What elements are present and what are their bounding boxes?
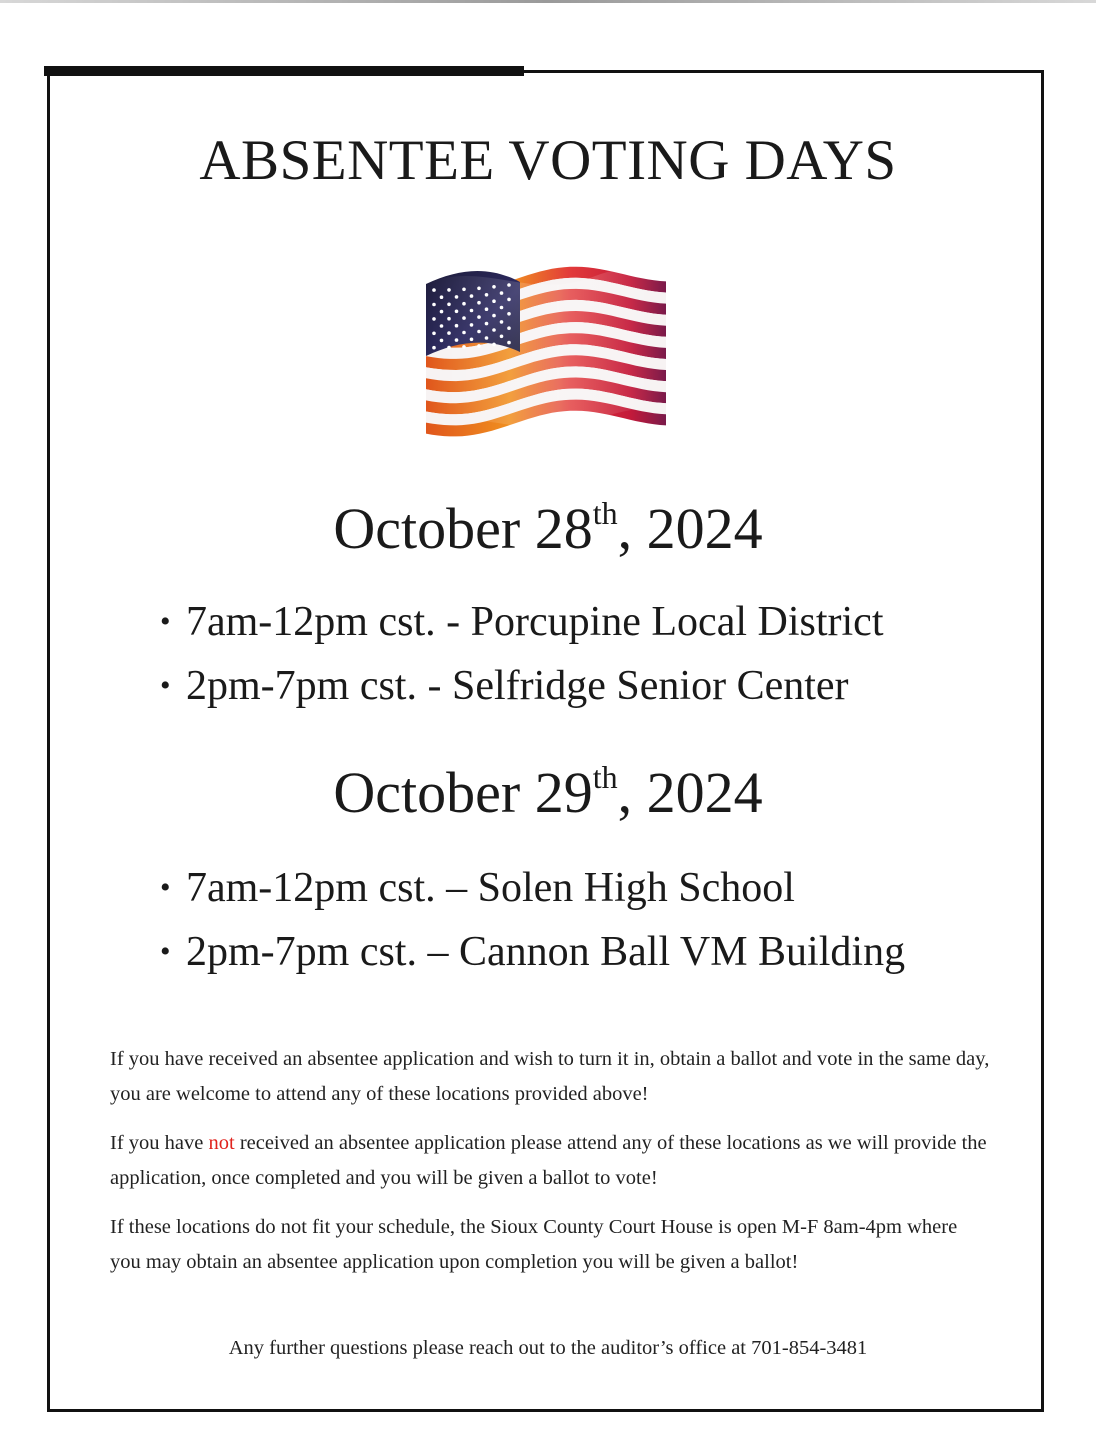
info-paragraph-court-house: If these locations do not fit your schedule, the Sioux County Court House is open M-F 8am-4pm where you may obtain an absentee application upon completion you will be given a ballot! bbox=[110, 1216, 958, 1273]
paragraph-text: received an absentee application please attend any of these locations as we will provide the application, once completed and you will be given a ballot to vote! bbox=[110, 1132, 987, 1189]
us-flag-icon bbox=[420, 260, 672, 442]
bullet-icon: • bbox=[160, 871, 171, 904]
contact-line: Any further questions please reach out to the auditor’s office at 701-854-3481 bbox=[228, 1337, 868, 1359]
schedule-item bbox=[160, 920, 905, 984]
schedule-item-text: 7am-12pm cst. - Porcupine Local District bbox=[186, 599, 884, 645]
oct-29-schedule bbox=[160, 856, 905, 984]
oct-28-schedule bbox=[160, 590, 884, 718]
date-month-day: October 29 bbox=[333, 760, 593, 825]
schedule-item bbox=[160, 590, 884, 654]
schedule-item bbox=[160, 856, 905, 920]
date-month-day: October 28 bbox=[333, 496, 593, 561]
bullet-icon: • bbox=[160, 605, 171, 638]
page-title: ABSENTEE VOTING DAYS bbox=[199, 129, 897, 192]
date-heading-oct-28 bbox=[0, 495, 1096, 561]
date-suffix: th bbox=[592, 495, 618, 531]
info-paragraph-received: If you have received an absentee application and wish to turn it in, obtain a ballot and vote in the same day, you are welcome to attend any of these locations provided above! bbox=[110, 1048, 990, 1105]
info-paragraph-not-received bbox=[110, 1126, 990, 1196]
schedule-item-text: 2pm-7pm cst. – Cannon Ball VM Building bbox=[186, 929, 906, 975]
date-year: , 2024 bbox=[617, 760, 763, 825]
bullet-icon: • bbox=[160, 935, 171, 968]
date-heading-oct-29 bbox=[0, 759, 1096, 825]
date-suffix: th bbox=[592, 759, 618, 795]
emphasis-not: not bbox=[208, 1132, 235, 1154]
scan-edge bbox=[0, 0, 1096, 3]
paragraph-text: If you have bbox=[110, 1132, 209, 1154]
date-year: , 2024 bbox=[617, 496, 763, 561]
bullet-icon: • bbox=[160, 669, 171, 702]
schedule-item-text: 7am-12pm cst. – Solen High School bbox=[186, 865, 795, 911]
schedule-item bbox=[160, 654, 884, 718]
schedule-item-text: 2pm-7pm cst. - Selfridge Senior Center bbox=[186, 663, 849, 709]
